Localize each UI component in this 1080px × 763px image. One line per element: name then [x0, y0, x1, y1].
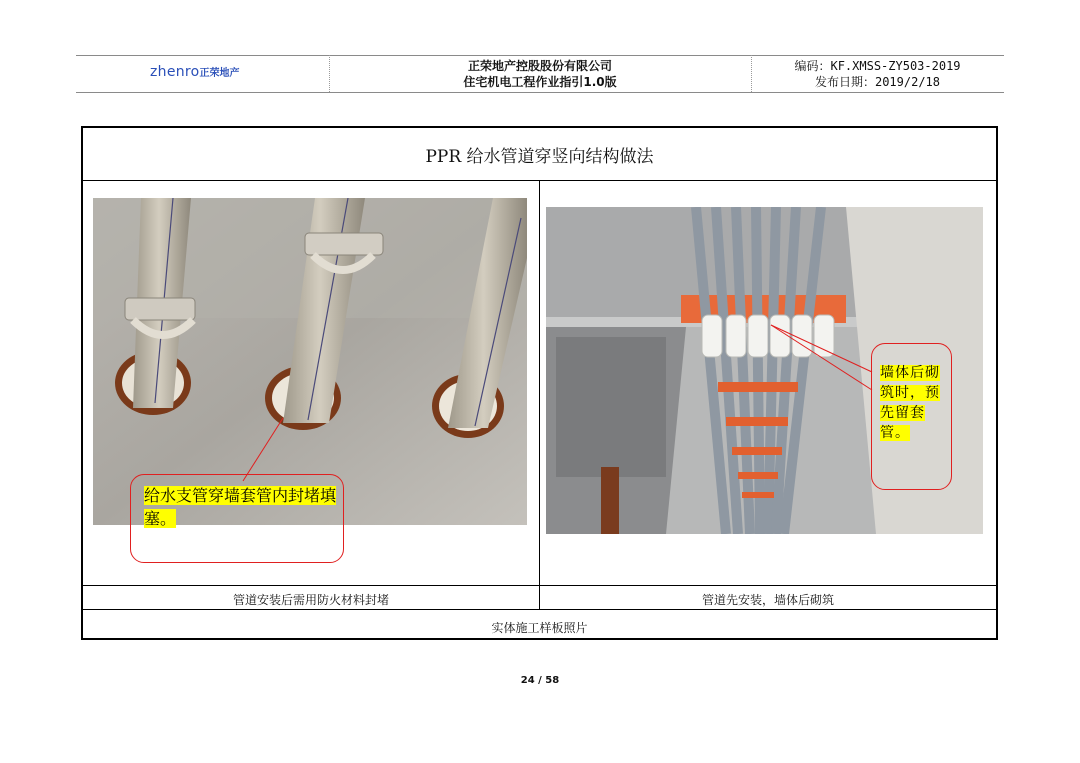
table-footer-caption: 实体施工样板照片 [491, 621, 588, 635]
right-annotation [880, 363, 942, 443]
header-center [329, 58, 751, 90]
row-divider [83, 585, 996, 586]
header-bottom-rule [76, 92, 1004, 93]
table-title: PPR 给水管道穿竖向结构做法 [425, 147, 654, 167]
logo-cn-text: 正荣地产 [199, 68, 240, 79]
company-logo [150, 64, 240, 80]
left-caption: 管道安装后需用防火材料封堵 [232, 593, 389, 607]
document-code: 编码：KF.XMSS-ZY503-2019 [794, 59, 961, 73]
right-annotation-text: 墙体后砌筑时，预先留套管。 [880, 365, 940, 441]
header-top-rule [76, 55, 1004, 56]
row-divider [83, 609, 996, 610]
company-name: 正荣地产控股股份有限公司 [467, 59, 612, 73]
header-right [751, 58, 1004, 90]
publish-date: 发布日期：2019/2/18 [814, 75, 941, 89]
column-divider [539, 180, 540, 610]
left-annotation [144, 484, 344, 530]
left-annotation-text: 给水支管穿墙套管内封堵填塞。 [144, 486, 337, 528]
right-caption: 管道先安装，墙体后砌筑 [701, 593, 834, 607]
document-title: 住宅机电工程作业指引1.0版 [463, 75, 617, 89]
page-number: 24 / 58 [520, 675, 560, 686]
logo-latin-text: zhenro [150, 64, 200, 80]
page-header [76, 55, 1004, 93]
